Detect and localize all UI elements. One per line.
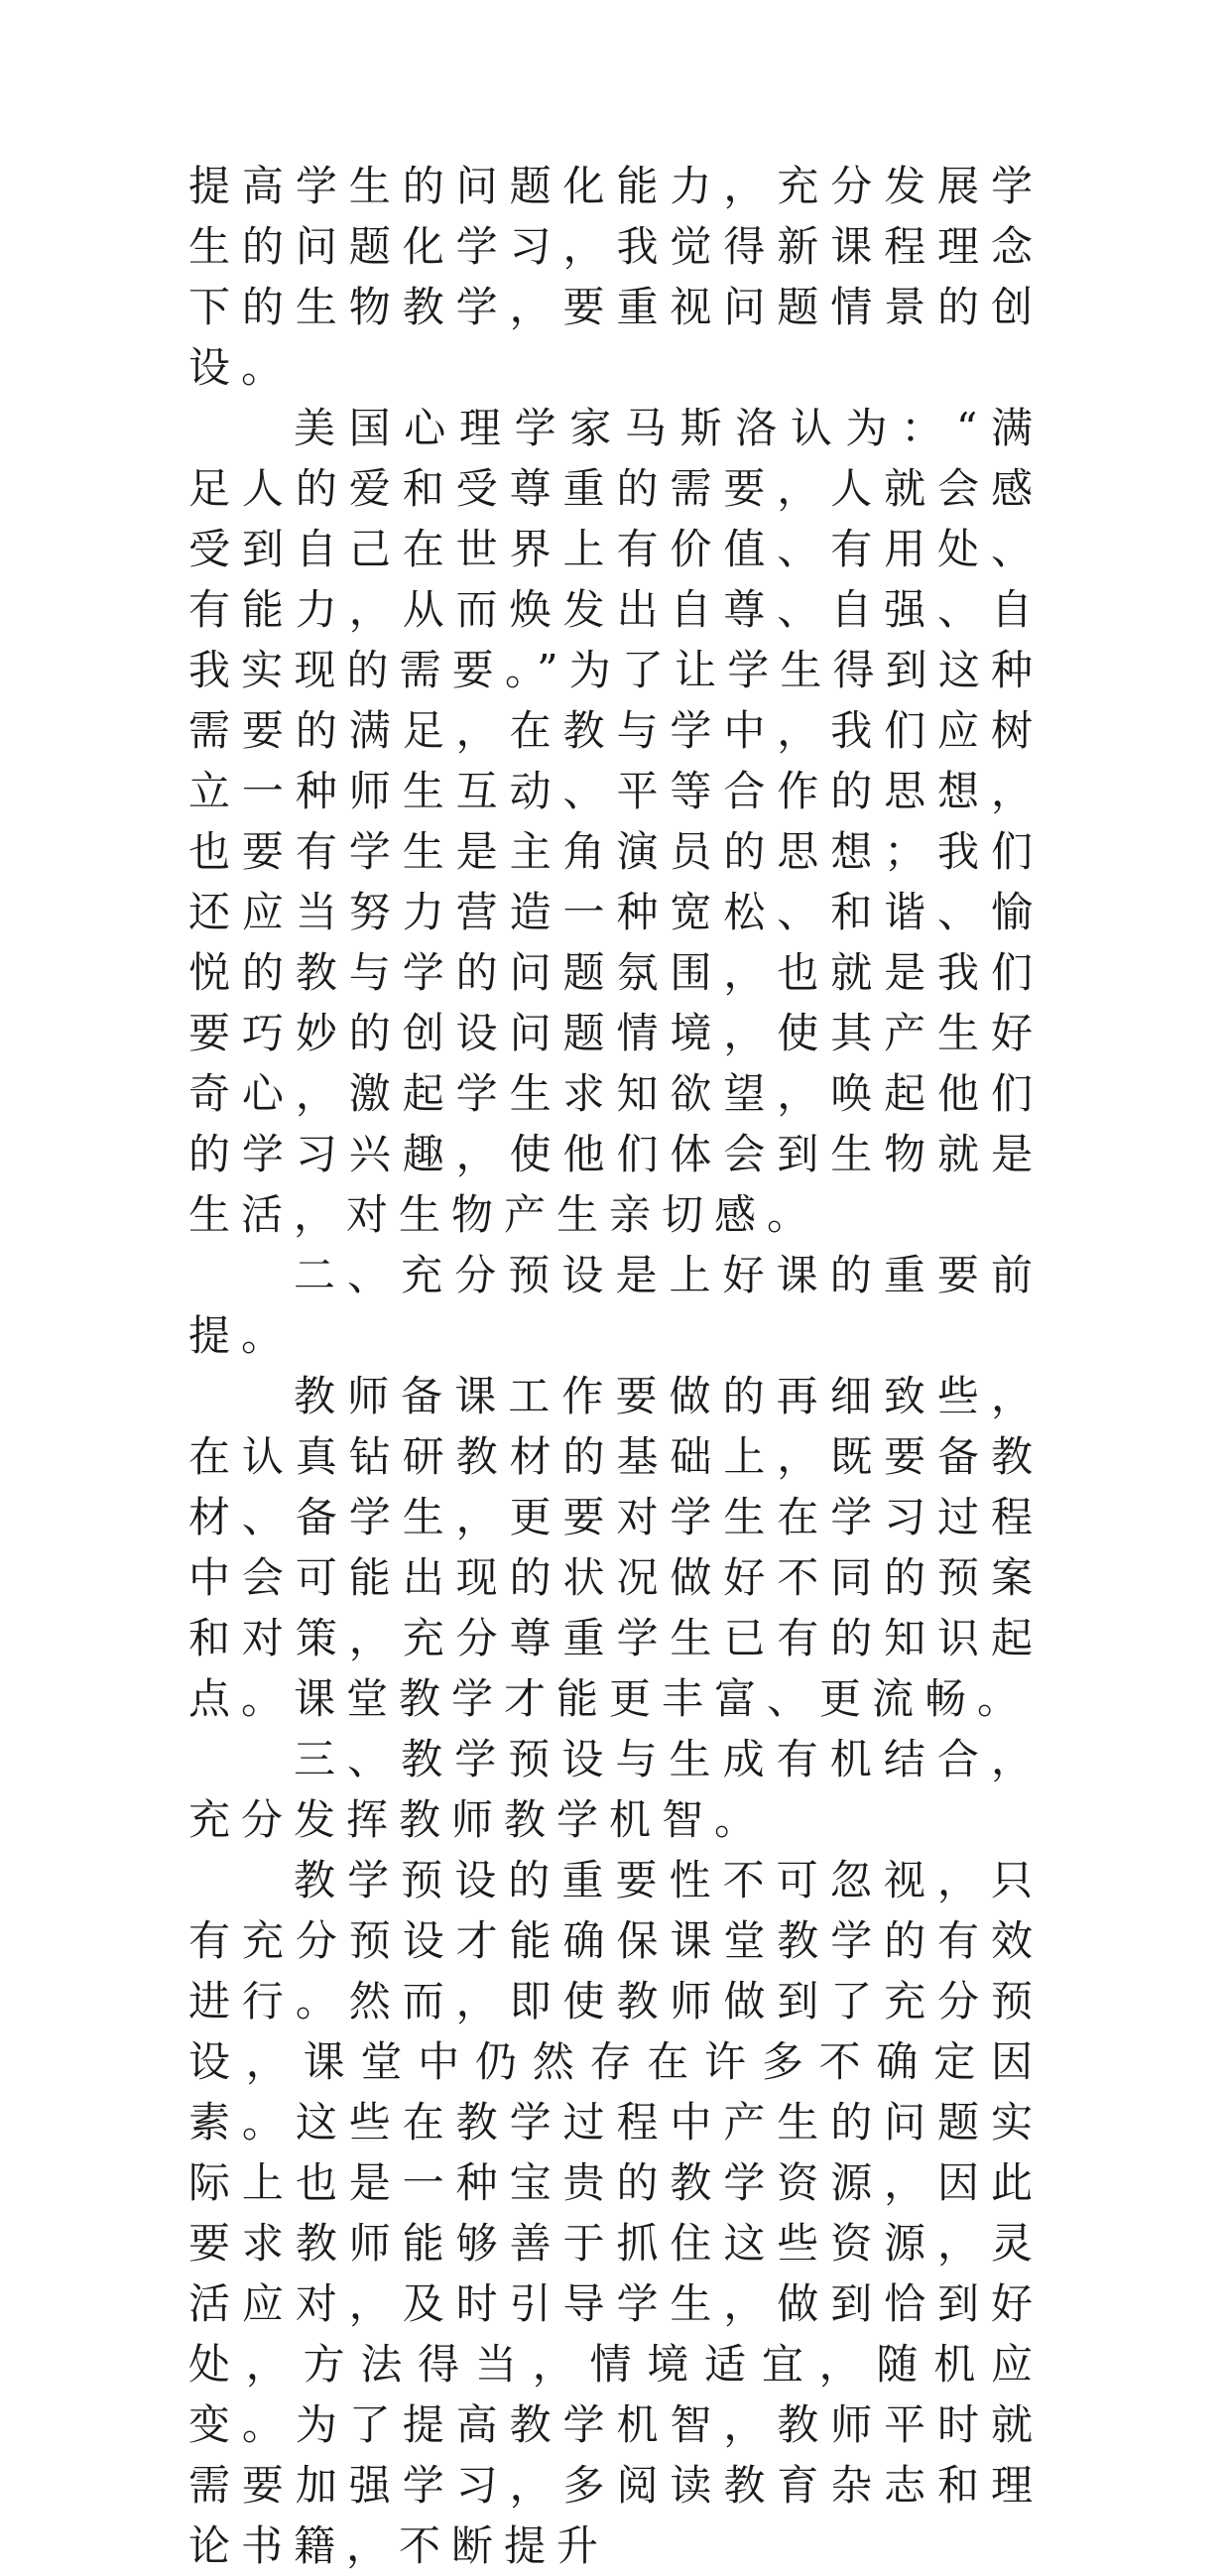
paragraph-lesson-prep: 教师备课工作要做的再细致些，在认真钻研教材的基础上，既要备教材、备学生，更要对学生在学习过程中会可能出现的状况做好不同的预案和对策，充分尊重学生已有的知识起点。课堂教学才能更丰富、更流畅。 [188,1372,1044,1723]
paragraph-continuation: 提高学生的问题化能力，充分发展学生的问题化学习，我觉得新课程理念下的生物教学，要重视问题情景的创设。 [188,162,1044,392]
section-heading-2: 二、充分预设是上好课的重要前提。 [188,1251,1044,1360]
document-page [188,156,1044,2576]
paragraph-maslow: 美国心理学家马斯洛认为：“满足人的爱和受尊重的需要，人就会感受到自己在世界上有价值、有用处、有能力，从而焕发出自尊、自强、自我实现的需要。”为了让学生得到这种需要的满足，在教与学中，我们应树立一种师生互动、平等合作的思想，也要有学生是主角演员的思想；我们还应当努力营造一种宽松、和谐、愉悦的教与学的问题氛围，也就是我们要巧妙的创设问题情境，使其产生好奇心，激起学生求知欲望，唤起他们的学习兴趣，使他们体会到生物就是生活，对生物产生亲切感。 [188,404,1044,1239]
section-heading-3: 三、教学预设与生成有机结合，充分发挥教师教学机智。 [188,1735,1044,1844]
paragraph-teaching-wisdom: 教学预设的重要性不可忽视，只有充分预设才能确保课堂教学的有效进行。然而，即使教师做到了充分预设，课堂中仍然存在许多不确定因素。这些在教学过程中产生的问题实际上也是一种宝贵的教学资源，因此要求教师能够善于抓住这些资源，灵活应对，及时引导学生，做到恰到好处，方法得当，情境适宜，随机应变。为了提高教学机智，教师平时就需要加强学习，多阅读教育杂志和理论书籍，不断提升 [188,1856,1044,2570]
